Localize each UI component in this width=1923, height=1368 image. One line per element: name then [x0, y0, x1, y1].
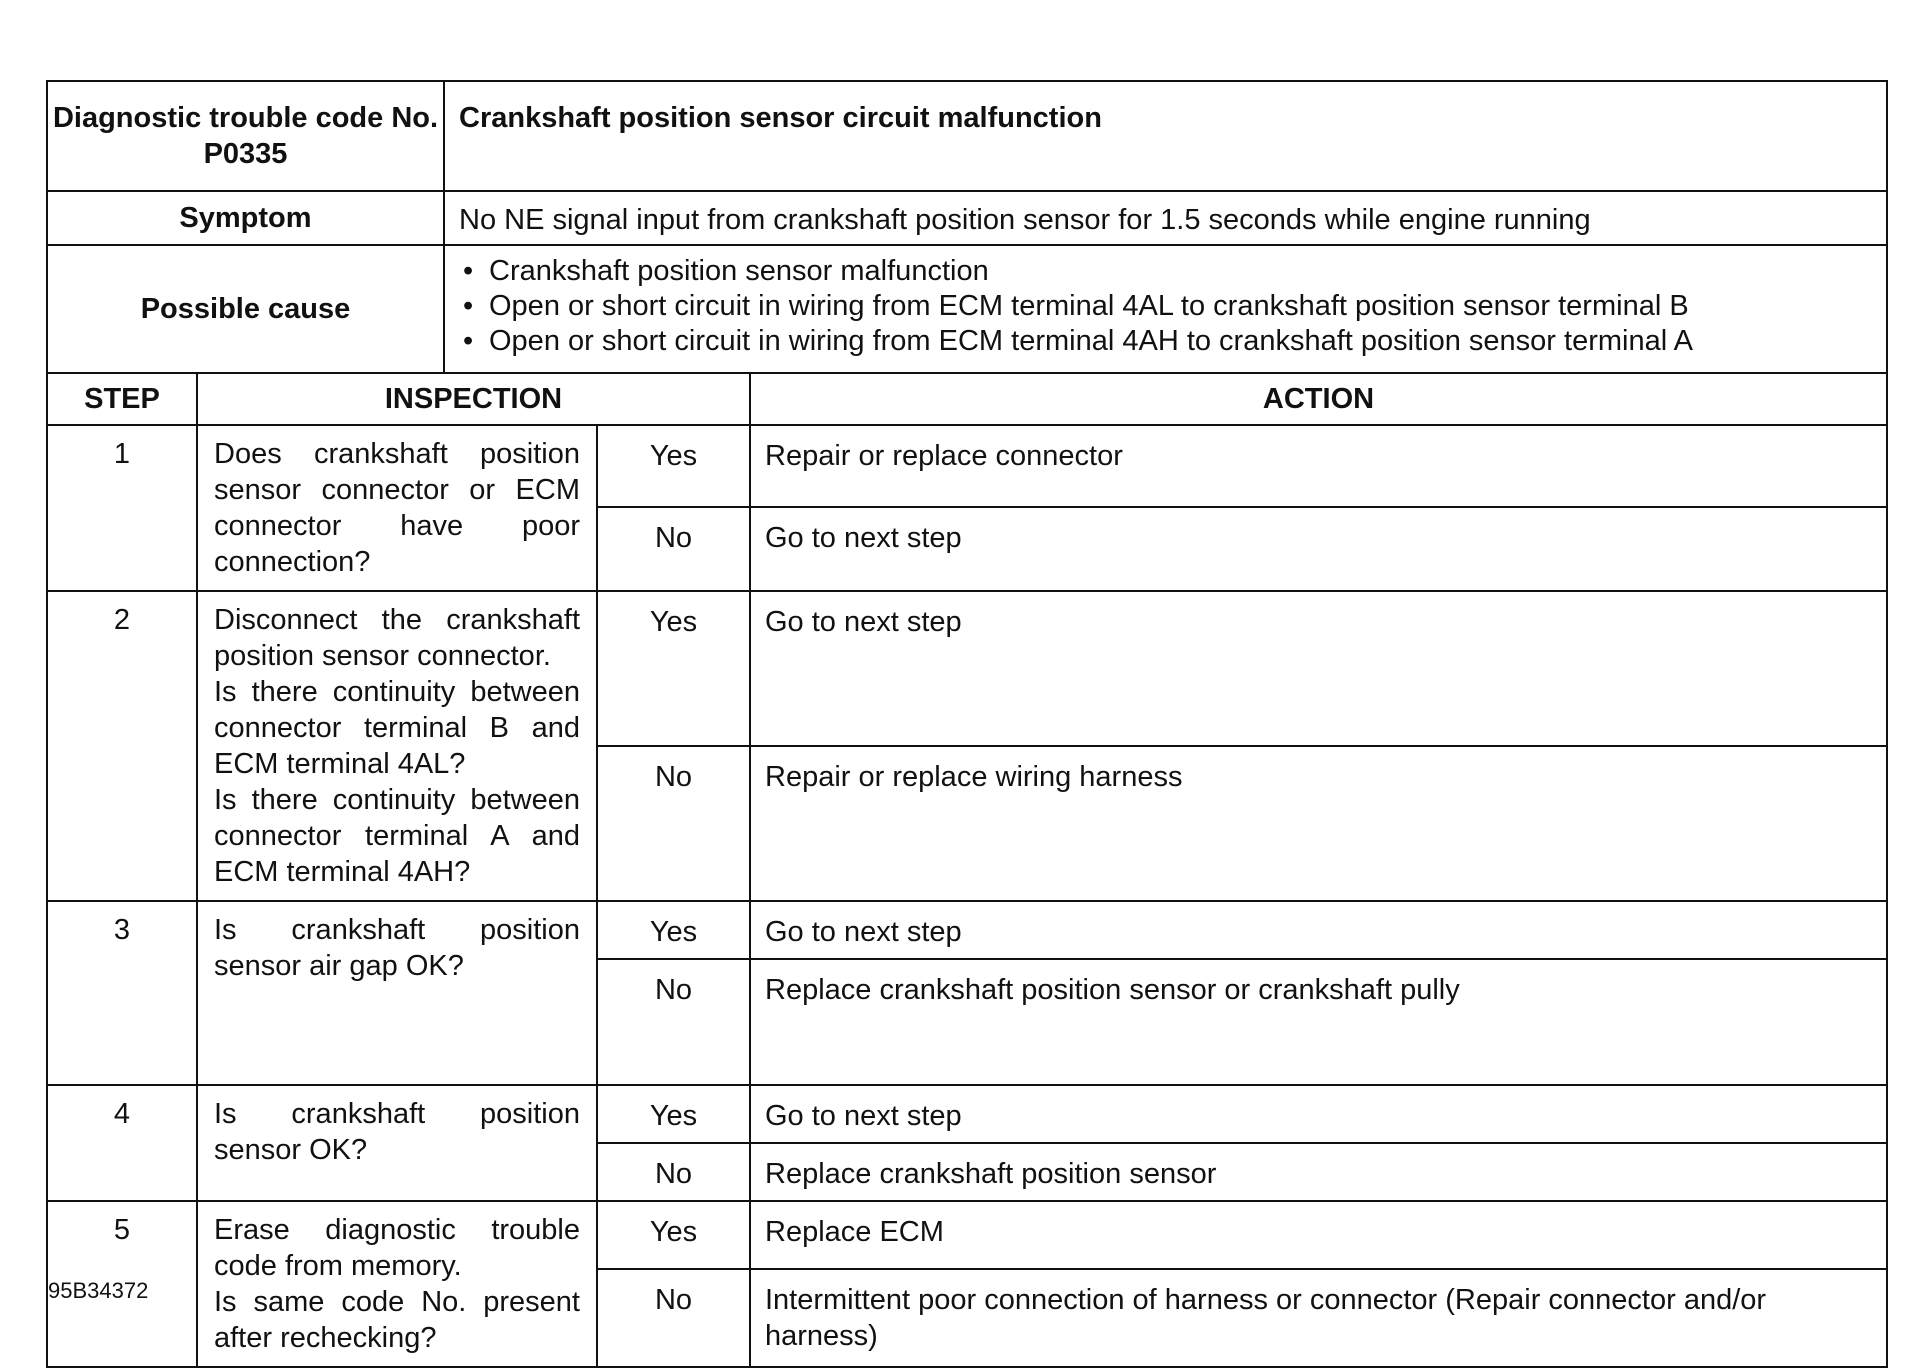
- cause-item: • Open or short circuit in wiring from ECM terminal 4AH to crankshaft position sensor terminal A: [459, 324, 1876, 359]
- yes-label: Yes: [597, 425, 750, 507]
- inspection-text: Is crankshaft position sensor OK?: [214, 1098, 580, 1166]
- step-5-yes-row: [47, 1201, 1887, 1269]
- possible-cause-list: [445, 246, 1886, 367]
- inspection-text: Disconnect the crankshaft position sensor connector.: [214, 604, 580, 672]
- step-inspection: [197, 591, 597, 901]
- possible-cause-row: [47, 245, 1887, 373]
- no-label: No: [597, 959, 750, 1085]
- symptom-row: [47, 191, 1887, 245]
- no-action: Intermittent poor connection of harness or connector (Repair connector and/or harness): [750, 1269, 1887, 1367]
- step-2-yes-row: [47, 591, 1887, 746]
- step-1-yes-row: [47, 425, 1887, 507]
- action-column-header: ACTION: [750, 373, 1887, 425]
- diagnostic-table: [46, 80, 1888, 1368]
- no-action: Replace crankshaft position sensor: [750, 1143, 1887, 1201]
- inspection-column-header: INSPECTION: [197, 373, 750, 425]
- step-4-yes-row: [47, 1085, 1887, 1143]
- figure-code: 95B34372: [48, 1278, 149, 1303]
- step-number: 5: [47, 1201, 197, 1367]
- no-label: No: [597, 507, 750, 591]
- no-action: Replace crankshaft position sensor or crankshaft pully: [750, 959, 1887, 1085]
- dtc-title: Crankshaft position sensor circuit malfunction: [444, 81, 1887, 191]
- yes-action: Go to next step: [750, 1085, 1887, 1143]
- inspection-text: Does crankshaft position sensor connector or ECM connector have poor connection?: [214, 438, 580, 578]
- step-number: 4: [47, 1085, 197, 1201]
- step-number: 2: [47, 591, 197, 901]
- step-3-yes-row: [47, 901, 1887, 959]
- inspection-text: Is same code No. present after rechecking?: [214, 1286, 580, 1354]
- step-inspection: [197, 1085, 597, 1201]
- dtc-label: Diagnostic trouble code No. P0335: [47, 81, 444, 191]
- possible-cause-cell: [444, 245, 1887, 373]
- no-label: No: [597, 1143, 750, 1201]
- yes-label: Yes: [597, 1085, 750, 1143]
- yes-action: Repair or replace connector: [750, 425, 1887, 507]
- cause-item: • Open or short circuit in wiring from ECM terminal 4AL to crankshaft position sensor terminal B: [459, 289, 1876, 324]
- yes-action: Replace ECM: [750, 1201, 1887, 1269]
- no-label: No: [597, 1269, 750, 1367]
- inspection-text: Is there continuity between connector terminal B and ECM terminal 4AL?: [214, 676, 580, 780]
- step-column-header: STEP: [47, 373, 197, 425]
- column-header-row: [47, 373, 1887, 425]
- cause-item: • Crankshaft position sensor malfunction: [459, 254, 1876, 289]
- symptom-label: Symptom: [47, 191, 444, 245]
- step-inspection: [197, 901, 597, 1085]
- no-action: Repair or replace wiring harness: [750, 746, 1887, 901]
- yes-label: Yes: [597, 901, 750, 959]
- step-number: 1: [47, 425, 197, 591]
- no-label: No: [597, 746, 750, 901]
- possible-cause-label: Possible cause: [47, 245, 444, 373]
- no-action: Go to next step: [750, 507, 1887, 591]
- step-number: 3: [47, 901, 197, 1085]
- symptom-value: No NE signal input from crankshaft position sensor for 1.5 seconds while engine running: [444, 191, 1887, 245]
- step-inspection: [197, 425, 597, 591]
- dtc-row: [47, 81, 1887, 191]
- yes-action: Go to next step: [750, 591, 1887, 746]
- yes-action: Go to next step: [750, 901, 1887, 959]
- yes-label: Yes: [597, 591, 750, 746]
- yes-label: Yes: [597, 1201, 750, 1269]
- inspection-text: Is there continuity between connector terminal A and ECM terminal 4AH?: [214, 784, 580, 888]
- inspection-text: Is crankshaft position sensor air gap OK?: [214, 914, 580, 982]
- inspection-text: Erase diagnostic trouble code from memory.: [214, 1214, 580, 1282]
- step-inspection: [197, 1201, 597, 1367]
